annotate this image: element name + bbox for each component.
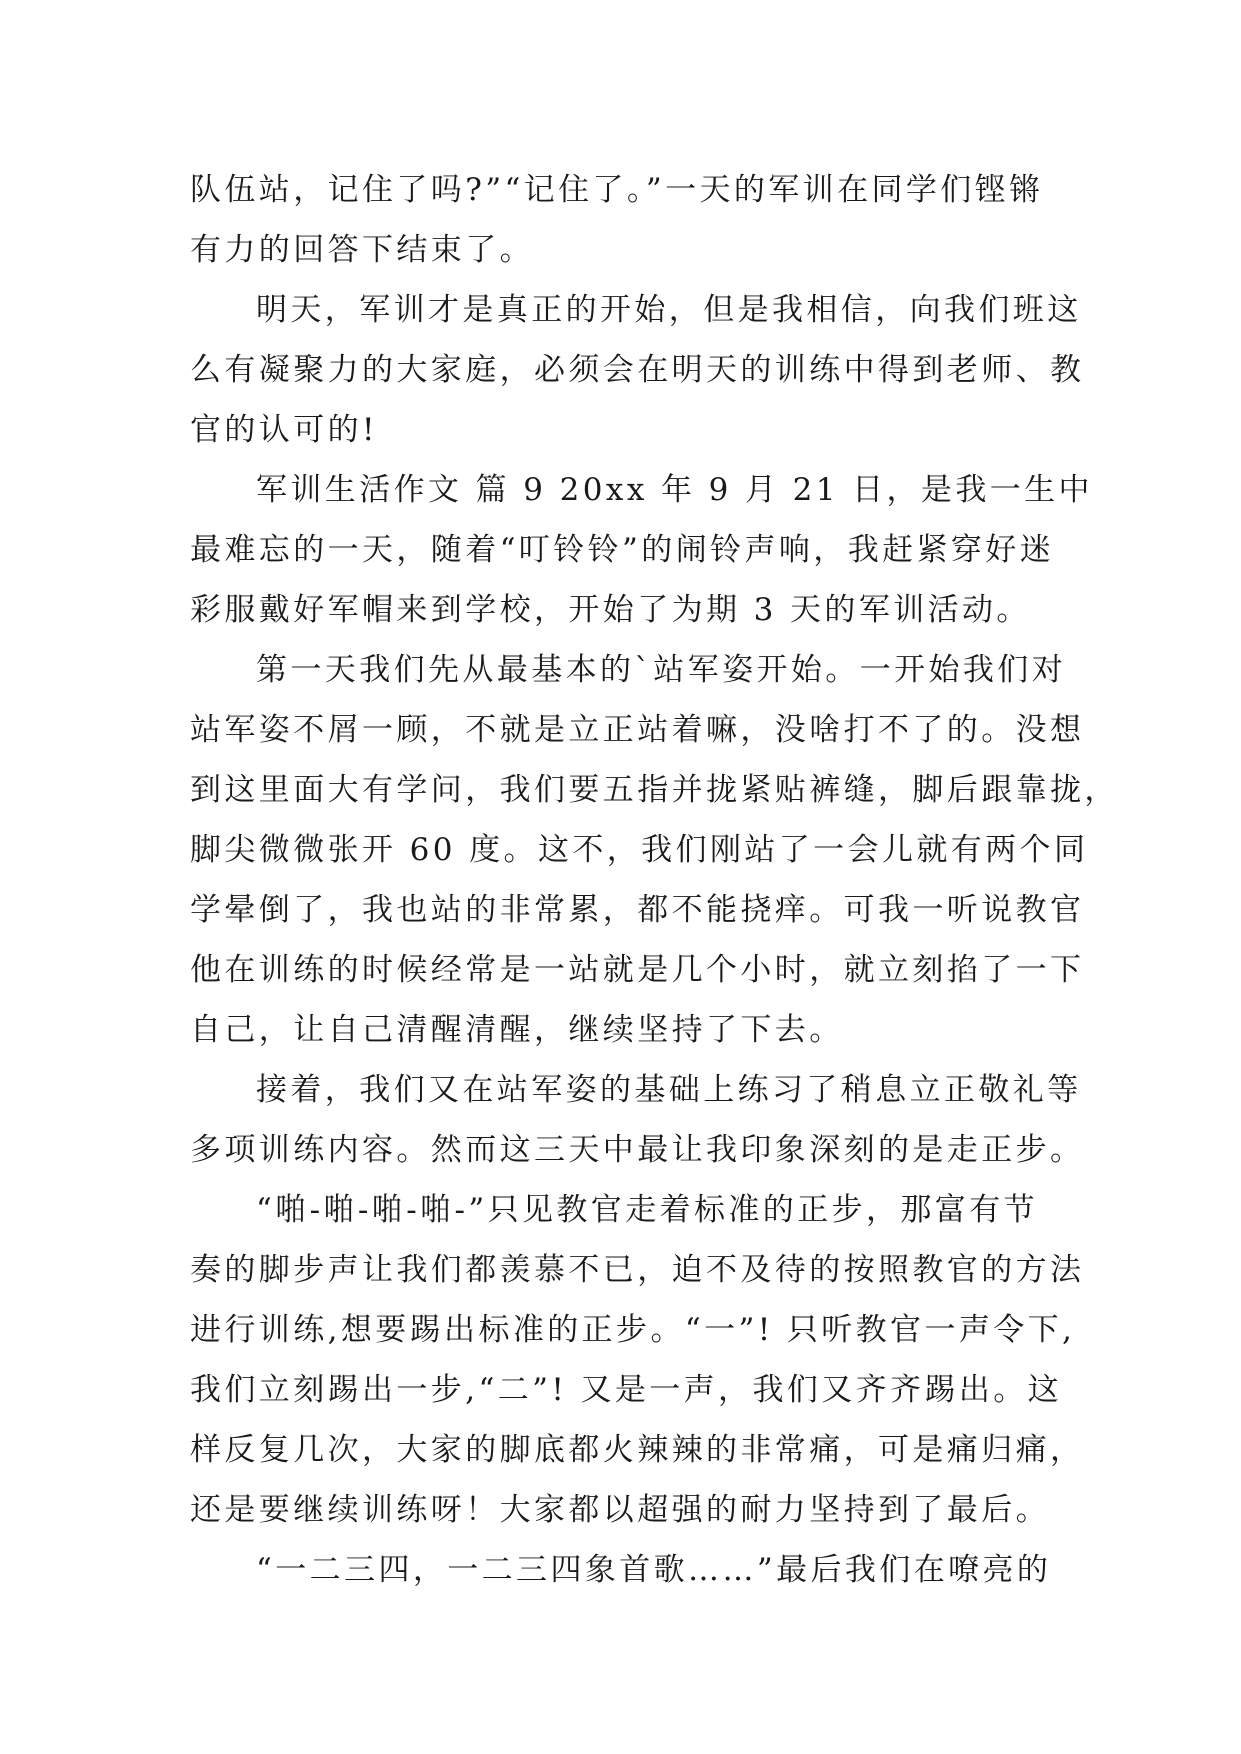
text-line: 到这里面大有学问，我们要五指并拢紧贴裤缝，脚后跟靠拢， xyxy=(190,772,1119,808)
text-line: 官的认可的! xyxy=(190,412,378,448)
text-line: 脚尖微微张开 60 度。这不，我们刚站了一会儿就有两个同 xyxy=(190,832,1089,868)
text-line: 样反复几次，大家的脚底都火辣辣的非常痛，可是痛归痛， xyxy=(190,1432,1085,1468)
text-line: 进行训练,想要踢出标准的正步。“一”! 只听教官一声令下, xyxy=(190,1312,1076,1348)
paragraph-start-line: 第一天我们先从最基本的`站军姿开始。一开始我们对 xyxy=(256,652,1067,688)
text-line: 么有凝聚力的大家庭，必须会在明天的训练中得到老师、教 xyxy=(190,352,1085,388)
text-line: 彩服戴好军帽来到学校，开始了为期 3 天的军训活动。 xyxy=(190,592,1031,628)
text-line: 还是要继续训练呀！大家都以超强的耐力坚持到了最后。 xyxy=(190,1492,1050,1528)
paragraph-start-line: 明天，军训才是真正的开始，但是我相信，向我们班这 xyxy=(256,292,1082,328)
text-line: 站军姿不屑一顾，不就是立正站着嘛，没啥打不了的。没想 xyxy=(190,712,1085,748)
paragraph-start-line: 接着，我们又在站军姿的基础上练习了稍息立正敬礼等 xyxy=(256,1072,1082,1108)
text-line: 多项训练内容。然而这三天中最让我印象深刻的是走正步。 xyxy=(190,1132,1085,1168)
text-line: 最难忘的一天，随着“叮铃铃”的闹铃声响，我赶紧穿好迷 xyxy=(190,532,1055,568)
text-line: 队伍站，记住了吗?”“记住了。”一天的军训在同学们铿锵 xyxy=(190,172,1044,208)
text-line: 我们立刻踢出一步,“二”! 又是一声，我们又齐齐踢出。这 xyxy=(190,1372,1063,1408)
text-line: 奏的脚步声让我们都羡慕不已，迫不及待的按照教官的方法 xyxy=(190,1252,1085,1288)
paragraph-start-line: “啪-啪-啪-啪-”只见教官走着标准的正步，那富有节 xyxy=(256,1192,1038,1228)
text-line: 有力的回答下结束了。 xyxy=(190,232,534,268)
essay-heading-line: 军训生活作文 篇 9 20xx 年 9 月 21 日，是我一生中 xyxy=(256,472,1093,508)
text-line: 他在训练的时候经常是一站就是几个小时，就立刻掐了一下 xyxy=(190,952,1085,988)
document-body xyxy=(190,160,1119,1600)
text-line: 学晕倒了，我也站的非常累，都不能挠痒。可我一听说教官 xyxy=(190,892,1085,928)
paragraph-start-line: “一二三四，一二三四象首歌……”最后我们在嘹亮的 xyxy=(256,1552,1052,1588)
text-line: 自己，让自己清醒清醒，继续坚持了下去。 xyxy=(190,1012,844,1048)
